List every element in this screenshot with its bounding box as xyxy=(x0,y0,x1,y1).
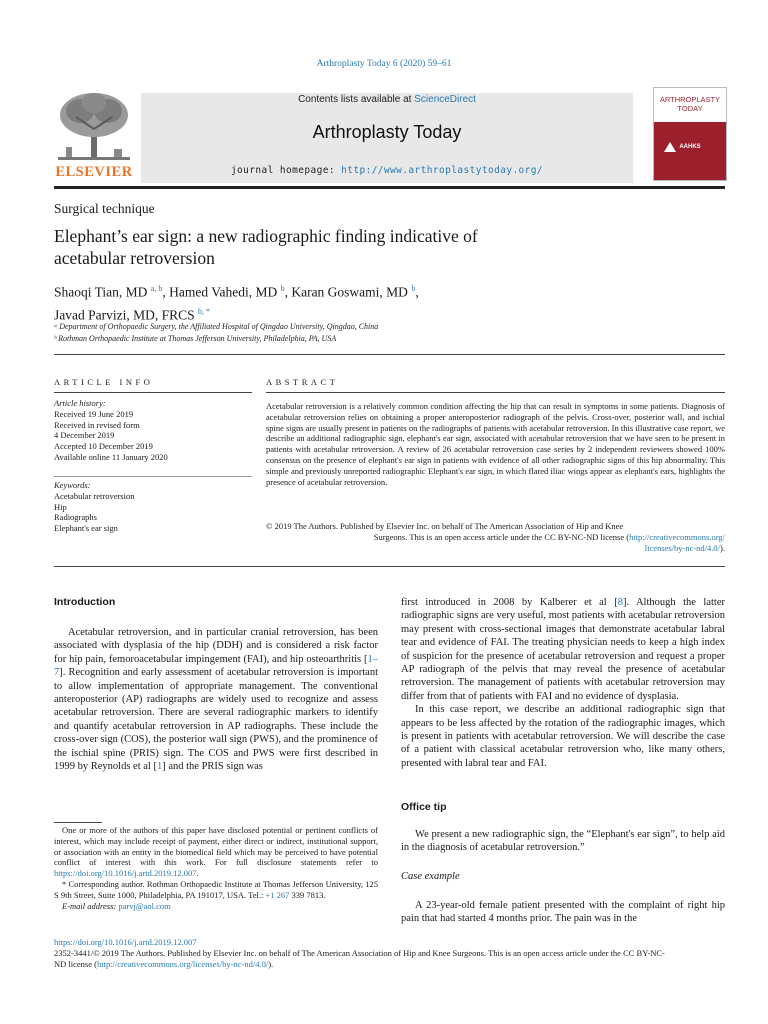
cover-publisher: AAHKS xyxy=(679,144,701,150)
abstract-heading: ABSTRACT xyxy=(266,377,339,387)
cover-red-block xyxy=(654,122,726,180)
disclosure-doi-link[interactable]: https://doi.org/10.1016/j.artd.2019.12.007 xyxy=(54,868,197,879)
keyword-item: Radiographs xyxy=(54,512,97,523)
author-affiliation-link[interactable]: a, b xyxy=(150,284,163,293)
contents-prefix: Contents lists available at xyxy=(298,94,415,105)
header-rule xyxy=(54,186,725,189)
author-line-2 xyxy=(54,302,694,325)
reference-link[interactable]: 1 xyxy=(156,761,163,773)
history-item: Accepted 10 December 2019 xyxy=(54,441,153,452)
reference-link[interactable]: 8 xyxy=(617,597,623,608)
disclosure-footnote: One or more of the authors of this paper have disclosed potential or pertinent conflicts of interest, which may include receipt of payment, either direct or indirect, institutional support, or association with an entity in the biomedical field which may be perceived to have potential conflict of interest with this work. For full disclosure statements refer to https://doi.org/10.1016/j.artd.2019.12.007. xyxy=(54,825,378,879)
keyword-item: Elephant's ear sign xyxy=(54,523,118,534)
tree-icon xyxy=(54,89,134,165)
abstract-copyright xyxy=(266,521,725,553)
cover-title: ARTHROPLASTY TODAY xyxy=(659,95,721,113)
email-footnote: E-mail address: parvj@aol.com xyxy=(62,900,171,911)
keyword-item: Hip xyxy=(54,501,67,512)
author-list xyxy=(54,279,694,324)
affiliation-rule xyxy=(54,354,725,355)
author-name: Hamed Vahedi, MD xyxy=(169,284,281,300)
history-item: Available online 11 January 2020 xyxy=(54,451,168,462)
copyright-line-3: licenses/by-nc-nd/4.0/). xyxy=(644,542,725,553)
case-example-paragraph: A 23-year-old female patient presented with the complaint of right hip pain that had started 4 months prior. The pain was in the xyxy=(401,900,725,925)
author-name: Javad Parvizi, MD, FRCS xyxy=(54,307,199,322)
footer-doi-link[interactable]: https://doi.org/10.1016/j.artd.2019.12.007 xyxy=(54,937,197,947)
keywords xyxy=(54,480,252,534)
article-info-rule xyxy=(54,392,252,393)
footnotes xyxy=(54,825,378,911)
right-column-text xyxy=(401,596,725,770)
footer-license-line-2: ND license (http://creativecommons.org/licenses/by-nc-nd/4.0/). xyxy=(54,958,274,969)
page-footer xyxy=(54,937,725,969)
copyright-line-1: © 2019 The Authors. Published by Elsevier Inc. on behalf of The American Association of Hip and Knee xyxy=(266,521,624,531)
keyword-item: Acetabular retroversion xyxy=(54,490,135,501)
article-title xyxy=(54,225,694,269)
abstract-rule xyxy=(266,392,725,393)
abstract-bottom-rule xyxy=(54,566,725,567)
author-affiliation-link[interactable]: b xyxy=(280,284,285,293)
journal-cover[interactable] xyxy=(653,87,727,181)
office-tip-paragraph: We present a new radiographic sign, the “Elephant's ear sign”, to help aid in the diagnosis of acetabular retroversion.” xyxy=(401,829,725,854)
license-link[interactable]: licenses/by-nc-nd/4.0/ xyxy=(644,542,721,553)
history-item: Received in revised form xyxy=(54,419,140,430)
case-report-paragraph: In this case report, we describe an additional radiographic sign that appears to be less affected by the rotation of the radiographic images, which is present in patients with acetabular retroversion. We will describe the case of a patient with classical acetabular retroversion who, like many others, presented with labral tear and FAI. xyxy=(401,704,725,769)
license-link[interactable]: http://creativecommons.org/ xyxy=(629,531,725,542)
homepage-prefix: journal homepage: xyxy=(230,165,342,176)
title-line-1: Elephant’s ear sign: a new radiographic finding indicative of xyxy=(54,226,478,246)
title-line-2: acetabular retroversion xyxy=(54,248,215,268)
corresponding-footnote: * Corresponding author. Rothman Orthopaedic Institute at Thomas Jefferson University, 125 S 9th Street, Suite 1000, Philadelphia, PA 191017, USA. Tel.: +1 267 339 7813. xyxy=(54,878,378,900)
history-label: Article history: xyxy=(54,398,106,408)
footer-license-link[interactable]: http://creativecommons.org/licenses/by-nc-nd/4.0/ xyxy=(96,958,269,969)
footnote-rule xyxy=(54,822,102,823)
author-name: Karan Goswami, MD xyxy=(291,284,412,300)
abstract-text: Acetabular retroversion is a relatively common condition affecting the hip that can result in symptoms in some patients. Diagnosis of acetabular retroversion relies on obtaining a proper anteroposterior radiograph of the pelvis. Cross-over, posterior wall, and ischial spine signs are usually present in patients on the radiographs of patients with acetabular retroversion. In this illustrative case report, we describe an additional radiographic sign, elephant's ear sign, associated with acetabular retroversion that we have seen to be present in patients with acetabular retroversion. A review of 26 acetabular retroversion case series by 2 independent reviewers showed 100% consensus on the presence of elephant's ear sign in patients with evidence of all other radiographic signs of this hip abnormality. This simple and previously unreported radiographic Elephant's ear sign, in which flared iliac wings appear as elephant's ears, highlights the presence of acetabular retroversion. xyxy=(266,401,725,487)
copyright-line-2: Surgeons. This is an open access article under the CC BY-NC-ND license (http://creativecommons.org/ xyxy=(373,531,725,542)
article-info-heading: ARTICLE INFO xyxy=(54,377,154,387)
journal-homepage xyxy=(141,165,633,176)
affiliation-b: ᵇ Rothman Orthopaedic Institute at Thomas Jefferson University, Philadelphia, PA, USA xyxy=(54,334,337,343)
reference-link[interactable]: 1–7 xyxy=(54,653,378,679)
article-section: Surgical technique xyxy=(54,201,155,216)
history-item: 4 December 2019 xyxy=(54,430,115,441)
journal-title: Arthroplasty Today xyxy=(312,122,462,142)
footer-license-line: 2352-3441/© 2019 The Authors. Published by Elsevier Inc. on behalf of The American Association of Hip and Knee Surgeons. This is an open access article under the CC BY-NC- xyxy=(54,947,665,958)
introduction-heading: Introduction xyxy=(54,596,116,608)
journal-banner xyxy=(141,93,633,183)
author-name: Shaoqi Tian, MD xyxy=(54,284,151,300)
elsevier-wordmark: ELSEVIER xyxy=(55,164,133,180)
author-line-1: Shaoqi Tian, MD $^{a, b}$, Hamed Vahedi, MD $^b$, Karan Goswami, MD $^b$, xyxy=(54,284,419,300)
continued-paragraph: first introduced in 2008 by Kalberer et al [8]. Although the latter radiographic signs are very useful, most patients with acetabular retroversion may present with cross-sectional images that demonstrate acetabular labral tear and evidence of FAI. The treating physician needs to keep a high index of suspicion for the presence of acetabular retroversion and request a proper AP radiograph of the pelvis that may reveal the presence of acetabular retroversion. The management of patients with acetabular retroversion may differ from that of patients with FAI and no evidence of dysplasia. xyxy=(401,597,725,702)
phone-link[interactable]: +1 267 xyxy=(265,889,290,900)
introduction-paragraph: Acetabular retroversion, and in particular cranial retroversion, has been associated with dysplasia of the hip (DDH) and is considered a risk factor for hip pain, femoroacetabular impingement (FAI), and hip osteoarthritis [1–7]. Recognition and early assessment of acetabular retroversion is important to allow implementation of appropriate management. The conventional anteroposterior (AP) radiographs are widely used to recognize and assess acetabular retroversion. There are several radiographic markers to identify and quantify acetabular retroversion in AP radiographs. These include the cross-over sign (COS), the posterior wall sign (PWS), and the prominence of the ischial spine (PRIS) sign. The COS and PWS were first described in 1999 by Reynolds et al [1] and the PRIS sign was xyxy=(54,627,378,773)
author-affiliation-link[interactable]: b, * xyxy=(198,306,211,316)
keywords-separator xyxy=(54,476,252,477)
author-affiliation-link[interactable]: b xyxy=(411,284,416,293)
email-link[interactable]: parvj@aol.com xyxy=(118,900,171,911)
office-tip-heading: Office tip xyxy=(401,801,447,813)
history-item: Received 19 June 2019 xyxy=(54,408,134,419)
affiliation-a: ᵃ Department of Orthopaedic Surgery, the Affiliated Hospital of Qingdao University, Qingdao, China xyxy=(54,322,379,331)
case-example-heading: Case example xyxy=(401,871,460,882)
running-head[interactable]: Arthroplasty Today 6 (2020) 59–61 xyxy=(316,59,452,69)
article-history xyxy=(54,398,252,463)
keywords-label: Keywords: xyxy=(54,480,91,490)
contents-line xyxy=(141,94,633,105)
homepage-link[interactable]: http://www.arthroplastytoday.org/ xyxy=(341,165,544,176)
sciencedirect-link[interactable]: ScienceDirect xyxy=(414,94,476,105)
